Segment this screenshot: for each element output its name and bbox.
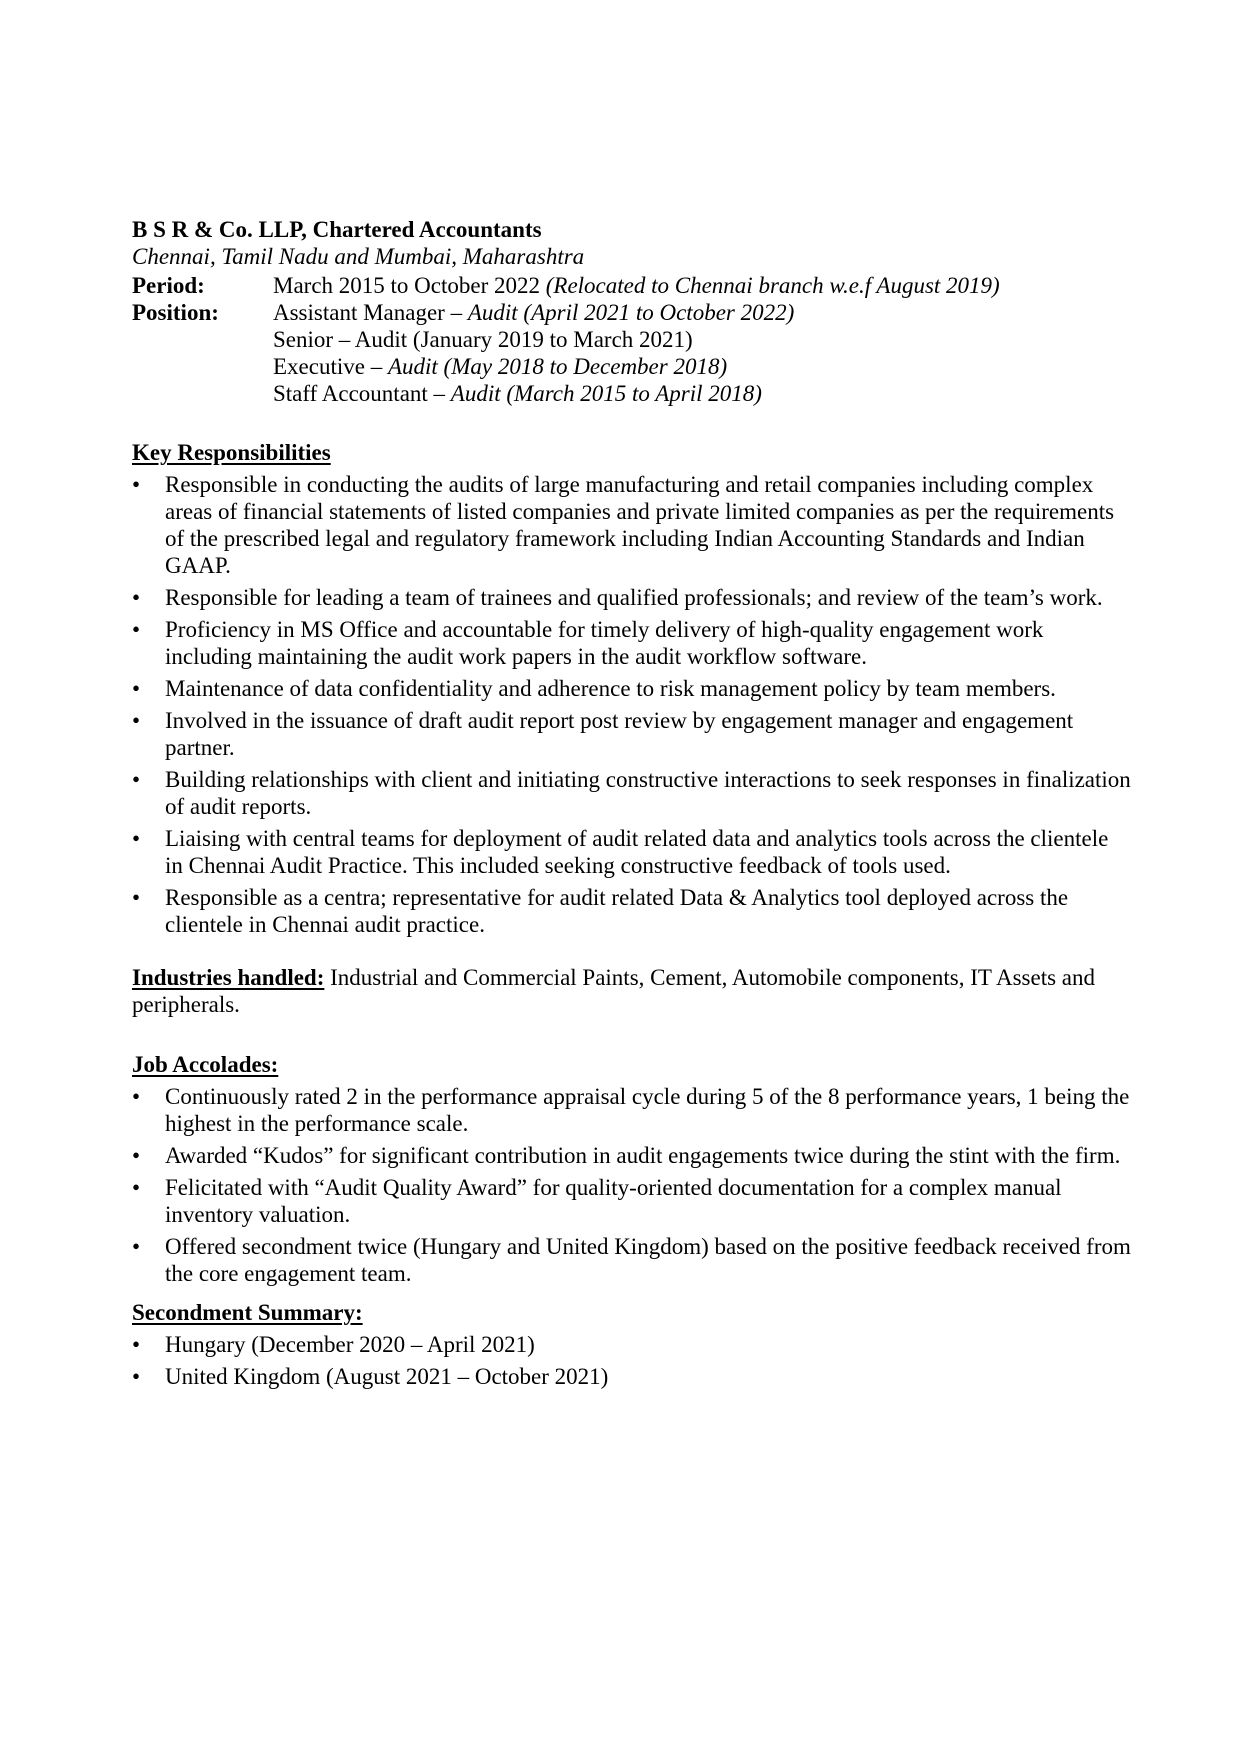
key-responsibilities-heading <box>132 439 1131 466</box>
bullet-icon: • <box>132 767 141 792</box>
company-location: Chennai, Tamil Nadu and Mumbai, Maharashtra <box>132 244 585 269</box>
list-item-text: Responsible as a centra; representative for audit related Data & Analytics tool deployed across the clientele in Chennai audit practice. <box>165 885 1069 937</box>
bullet-icon: • <box>132 472 141 497</box>
bullet-icon: • <box>132 1084 141 1109</box>
period-dates: March 2015 to October 2022 <box>273 273 546 298</box>
industries-paragraph <box>132 964 1131 1018</box>
position-label-spacer <box>132 353 273 380</box>
list-item-text: United Kingdom (August 2021 – October 2021) <box>165 1364 609 1389</box>
bullet-icon: • <box>132 676 141 701</box>
position-entry <box>273 299 1131 326</box>
key-responsibilities-list <box>132 471 1131 938</box>
bullet-icon: • <box>132 1175 141 1200</box>
bullet-icon: • <box>132 708 141 733</box>
list-item-text: Building relationships with client and initiating constructive interactions to seek responses in finalization of audit reports. <box>165 767 1131 819</box>
job-accolades-heading-text: Job Accolades: <box>132 1052 279 1077</box>
position-title: Staff Accountant – <box>273 381 451 406</box>
job-accolades-list <box>132 1083 1131 1287</box>
list-item <box>132 616 1131 670</box>
list-item <box>132 675 1131 702</box>
list-item <box>132 1174 1131 1228</box>
list-item-text: Maintenance of data confidentiality and adherence to risk management policy by team members. <box>165 676 1056 701</box>
bullet-icon: • <box>132 1332 141 1357</box>
list-item <box>132 1331 1131 1358</box>
position-label: Position: <box>132 300 219 325</box>
list-item-text: Offered secondment twice (Hungary and United Kingdom) based on the positive feedback received from the core engagement team. <box>165 1234 1131 1286</box>
list-item-text: Hungary (December 2020 – April 2021) <box>165 1332 535 1357</box>
list-item-text: Continuously rated 2 in the performance appraisal cycle during 5 of the 8 performance years, 1 being the highest in the performance scale. <box>165 1084 1130 1136</box>
position-entry <box>273 380 1131 407</box>
position-entry <box>273 326 1131 353</box>
bullet-icon: • <box>132 885 141 910</box>
position-title: Senior – Audit (January 2019 to March 2021) <box>273 327 693 352</box>
position-detail: Audit (May 2018 to December 2018) <box>387 354 728 379</box>
list-item <box>132 766 1131 820</box>
list-item <box>132 1233 1131 1287</box>
position-title: Executive – <box>273 354 388 379</box>
position-label-spacer <box>132 326 273 353</box>
position-row <box>132 380 1131 407</box>
bullet-icon: • <box>132 1364 141 1389</box>
list-item-text: Involved in the issuance of draft audit report post review by engagement manager and engagement partner. <box>165 708 1074 760</box>
position-row <box>132 326 1131 353</box>
job-accolades-heading <box>132 1051 1131 1078</box>
bullet-icon: • <box>132 1234 141 1259</box>
list-item <box>132 884 1131 938</box>
list-item <box>132 1363 1131 1390</box>
position-detail: Audit (April 2021 to October 2022) <box>467 300 795 325</box>
secondment-list <box>132 1331 1131 1390</box>
position-row <box>132 299 1131 326</box>
list-item-text: Felicitated with “Audit Quality Award” for quality-oriented documentation for a complex manual inventory valuation. <box>165 1175 1062 1227</box>
list-item <box>132 707 1131 761</box>
position-detail: Audit (March 2015 to April 2018) <box>450 381 762 406</box>
list-item <box>132 825 1131 879</box>
list-item-text: Responsible for leading a team of trainees and qualified professionals; and review of the team’s work. <box>165 585 1103 610</box>
list-item <box>132 584 1131 611</box>
secondment-summary-heading-text: Secondment Summary: <box>132 1300 363 1325</box>
list-item <box>132 1083 1131 1137</box>
list-item-text: Responsible in conducting the audits of large manufacturing and retail companies including complex areas of financial statements of listed companies and private limited companies as per the requirements of the prescribed legal and regulatory framework including Indian Accounting Standards and Indian GAAP. <box>165 472 1115 578</box>
list-item-text: Liaising with central teams for deployment of audit related data and analytics tools across the clientele in Chennai Audit Practice. This included seeking constructive feedback of tools used. <box>165 826 1109 878</box>
position-entry <box>273 353 1131 380</box>
industries-text: Industrial and Commercial Paints, Cement, Automobile components, IT Assets and peripherals. <box>132 965 1095 1017</box>
key-responsibilities-heading-text: Key Responsibilities <box>132 440 331 465</box>
list-item <box>132 471 1131 579</box>
company-name: B S R & Co. LLP, Chartered Accountants <box>132 217 542 242</box>
period-row <box>132 272 1131 299</box>
bullet-icon: • <box>132 585 141 610</box>
industries-label: Industries handled: <box>132 965 325 990</box>
period-value <box>273 272 1131 299</box>
list-item-text: Awarded “Kudos” for significant contribution in audit engagements twice during the stint with the firm. <box>165 1143 1121 1168</box>
bullet-icon: • <box>132 1143 141 1168</box>
bullet-icon: • <box>132 617 141 642</box>
period-relocation-note: (Relocated to Chennai branch w.e.f August 2019) <box>545 273 1000 298</box>
position-title: Assistant Manager – <box>273 300 468 325</box>
bullet-icon: • <box>132 826 141 851</box>
list-item <box>132 1142 1131 1169</box>
period-label: Period: <box>132 273 205 298</box>
position-row <box>132 353 1131 380</box>
secondment-summary-heading <box>132 1299 1131 1326</box>
position-label-spacer <box>132 380 273 407</box>
list-item-text: Proficiency in MS Office and accountable for timely delivery of high-quality engagement work including maintaining the audit work papers in the audit workflow software. <box>165 617 1044 669</box>
